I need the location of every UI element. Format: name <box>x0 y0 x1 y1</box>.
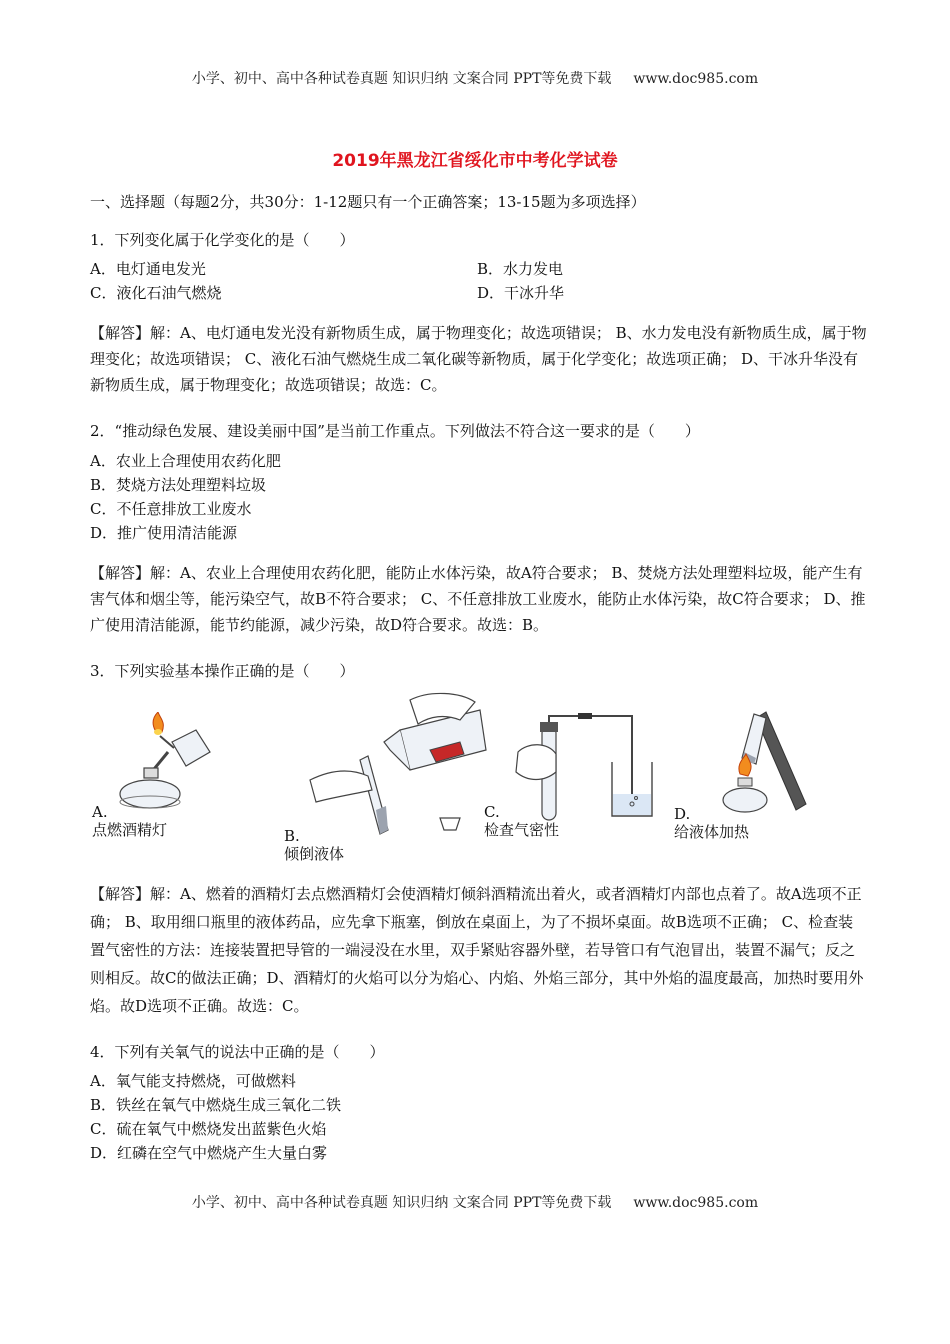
q1-option-c: C．液化石油气燃烧 <box>90 284 222 302</box>
q4-stem: 4．下列有关氧气的说法中正确的是（ ） <box>90 1043 385 1061</box>
q3-a-caption: 点燃酒精灯 <box>92 821 168 839</box>
q4-option-c: C．硫在氧气中燃烧发出蓝紫色火焰 <box>90 1120 327 1138</box>
page-footer <box>0 1192 950 1212</box>
figure-a-lighting-lamp <box>110 712 220 812</box>
q3-c-letter: C. <box>484 803 500 821</box>
q4-option-d: D．红磷在空气中燃烧产生大量白雾 <box>90 1144 328 1162</box>
q2-stem: 2．“推动绿色发展、建设美丽中国”是当前工作重点。下列做法不符合这一要求的是（ ） <box>90 422 700 440</box>
q3-d-letter: D. <box>674 805 691 823</box>
q3-solution: 【解答】解：A、燃着的酒精灯去点燃酒精灯会使酒精灯倾斜酒精流出着火，或者酒精灯内部也点着了。故A选项不正确； B、取用细口瓶里的液体药品，应先拿下瓶塞，倒放在桌面上，为了不损坏桌面。故B选项不正确； C、检查装置气密性的方法：连接装置把导管的一端浸没在水里，双手紧贴容器外壁，若导管口有气泡冒出，装置不漏气；反之则相反。故C的做法正确；D、酒精灯的火焰可以分为焰心、内焰、外焰三部分，其中外焰的温度最高，加热时要用外焰。故D选项不正确。故选：C。 <box>90 885 864 1015</box>
q4-option-a: A．氧气能支持燃烧，可做燃料 <box>90 1072 296 1090</box>
section-heading: 一、选择题（每题2分，共30分：1-12题只有一个正确答案；13-15题为多项选择） <box>90 193 646 211</box>
figure-c-airtightness <box>508 712 668 822</box>
figure-d-heating-liquid <box>700 708 820 818</box>
q1-option-d: D．干冰升华 <box>477 284 565 302</box>
q2-option-b: B．焚烧方法处理塑料垃圾 <box>90 476 267 494</box>
q2-option-c: C．不任意排放工业废水 <box>90 500 252 518</box>
q3-stem: 3．下列实验基本操作正确的是（ ） <box>90 662 355 680</box>
footer-text: 小学、初中、高中各种试卷真题 知识归纳 文案合同 PPT等免费下载 <box>191 1195 612 1211</box>
header-site: www.doc985.com <box>633 71 759 87</box>
q1-option-b: B．水力发电 <box>477 260 564 278</box>
q3-b-letter: B. <box>284 827 300 845</box>
q3-d-caption: 给液体加热 <box>674 823 750 841</box>
footer-site: www.doc985.com <box>633 1195 759 1211</box>
q2-solution: 【解答】解：A、农业上合理使用农药化肥，能防止水体污染，故A符合要求； B、焚烧方法处理塑料垃圾，能产生有害气体和烟尘等，能污染空气，故B不符合要求； C、不任意排放工业废水，能防止水体污染，故C符合要求； D、推广使用清洁能源，能节约能源，减少污染，故D符合要求。故选：B。 <box>90 564 866 634</box>
q2-option-d: D．推广使用清洁能源 <box>90 524 238 542</box>
page-title: 2019年黑龙江省绥化市中考化学试卷 <box>332 151 618 171</box>
q4-option-b: B．铁丝在氧气中燃烧生成三氧化二铁 <box>90 1096 342 1114</box>
q3-c-caption: 检查气密性 <box>484 821 560 839</box>
q1-option-a: A．电灯通电发光 <box>90 260 206 278</box>
q3-a-letter: A. <box>92 803 108 821</box>
page-header <box>0 68 950 88</box>
q2-option-a: A．农业上合理使用农药化肥 <box>90 452 281 470</box>
figure-b-pouring-liquid <box>290 690 490 840</box>
q1-solution: 【解答】解：A、电灯通电发光没有新物质生成，属于物理变化；故选项错误； B、水力发电没有新物质生成，属于物理变化；故选项错误； C、液化石油气燃烧生成二氧化碳等新物质，属于化学变化；故选项正确； D、干冰升华没有新物质生成，属于物理变化；故选项错误；故选：C。 <box>90 324 867 394</box>
q1-stem: 1．下列变化属于化学变化的是（ ） <box>90 231 355 249</box>
q3-b-caption: 倾倒液体 <box>284 845 345 863</box>
header-text: 小学、初中、高中各种试卷真题 知识归纳 文案合同 PPT等免费下载 <box>191 71 612 87</box>
